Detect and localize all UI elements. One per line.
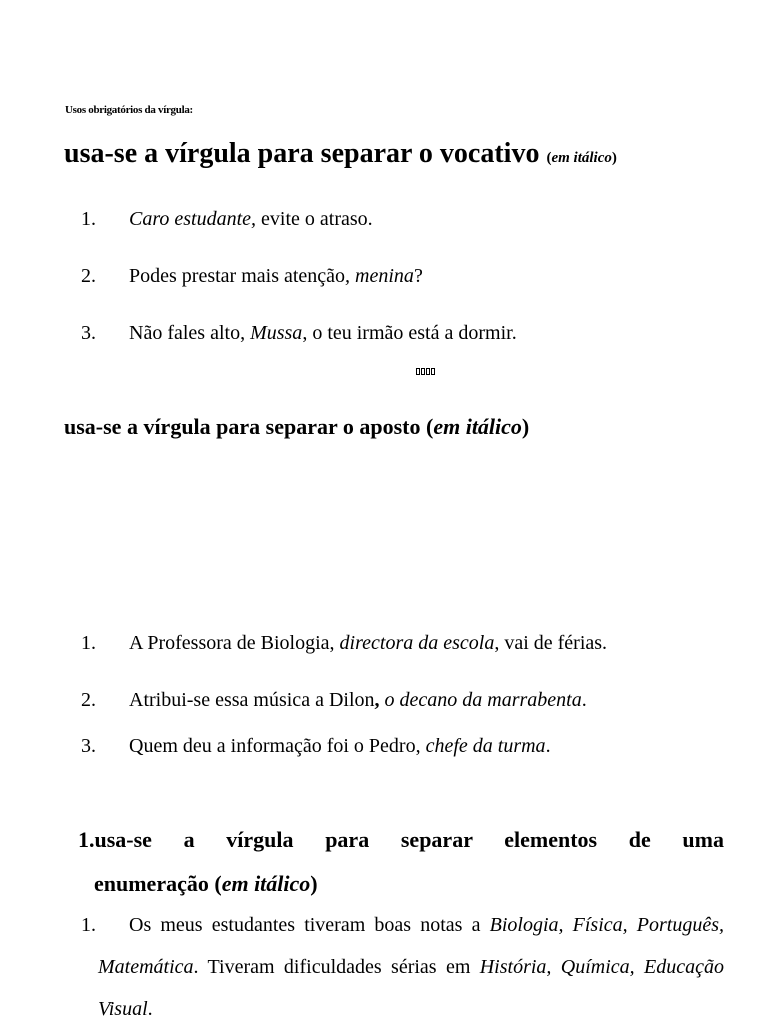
document-subtitle: Usos obrigatórios da vírgula: (65, 104, 193, 116)
section-heading-text: usa-se a vírgula para separar o vocativo (64, 138, 540, 169)
section-heading-line: 1.usa-se a vírgula para separar elementos de uma (78, 827, 724, 852)
list-text: A Professora de Biologia, directora da escola, vai de férias. (129, 632, 608, 654)
section-heading-line: enumeração (em itálico) (94, 871, 318, 896)
section-heading-vocativo (64, 138, 617, 170)
list-text: Caro estudante, evite o atraso. (129, 208, 373, 230)
section-heading-aposto: usa-se a vírgula para separar o aposto (em itálico) (64, 414, 530, 439)
list-number: 1. (81, 208, 96, 230)
list-text: Os meus estudantes tiveram boas notas a Biologia, Física, Português, Matemática. Tiveram dificuldades sérias em História, Química, Educação Visual. (98, 914, 725, 1020)
section-heading-enumeracao (78, 818, 724, 906)
list-number: 1. (81, 914, 96, 936)
list-number: 2. (81, 265, 96, 287)
missing-glyph-boxes (416, 368, 438, 375)
list-text: Podes prestar mais atenção, menina? (129, 265, 423, 287)
section-heading-note: (em itálico) (546, 150, 617, 166)
list-number: 3. (81, 322, 96, 344)
list-text: Não fales alto, Mussa, o teu irmão está a dormir. (129, 322, 517, 344)
list-text: Quem deu a informação foi o Pedro, chefe da turma. (129, 735, 551, 757)
list-number: 1. (81, 632, 96, 654)
list-number: 3. (81, 735, 96, 757)
list-text: Atribui-se essa música a Dilon, o decano da marrabenta. (129, 689, 587, 711)
list-item (81, 904, 724, 1030)
list-number: 2. (81, 689, 96, 711)
